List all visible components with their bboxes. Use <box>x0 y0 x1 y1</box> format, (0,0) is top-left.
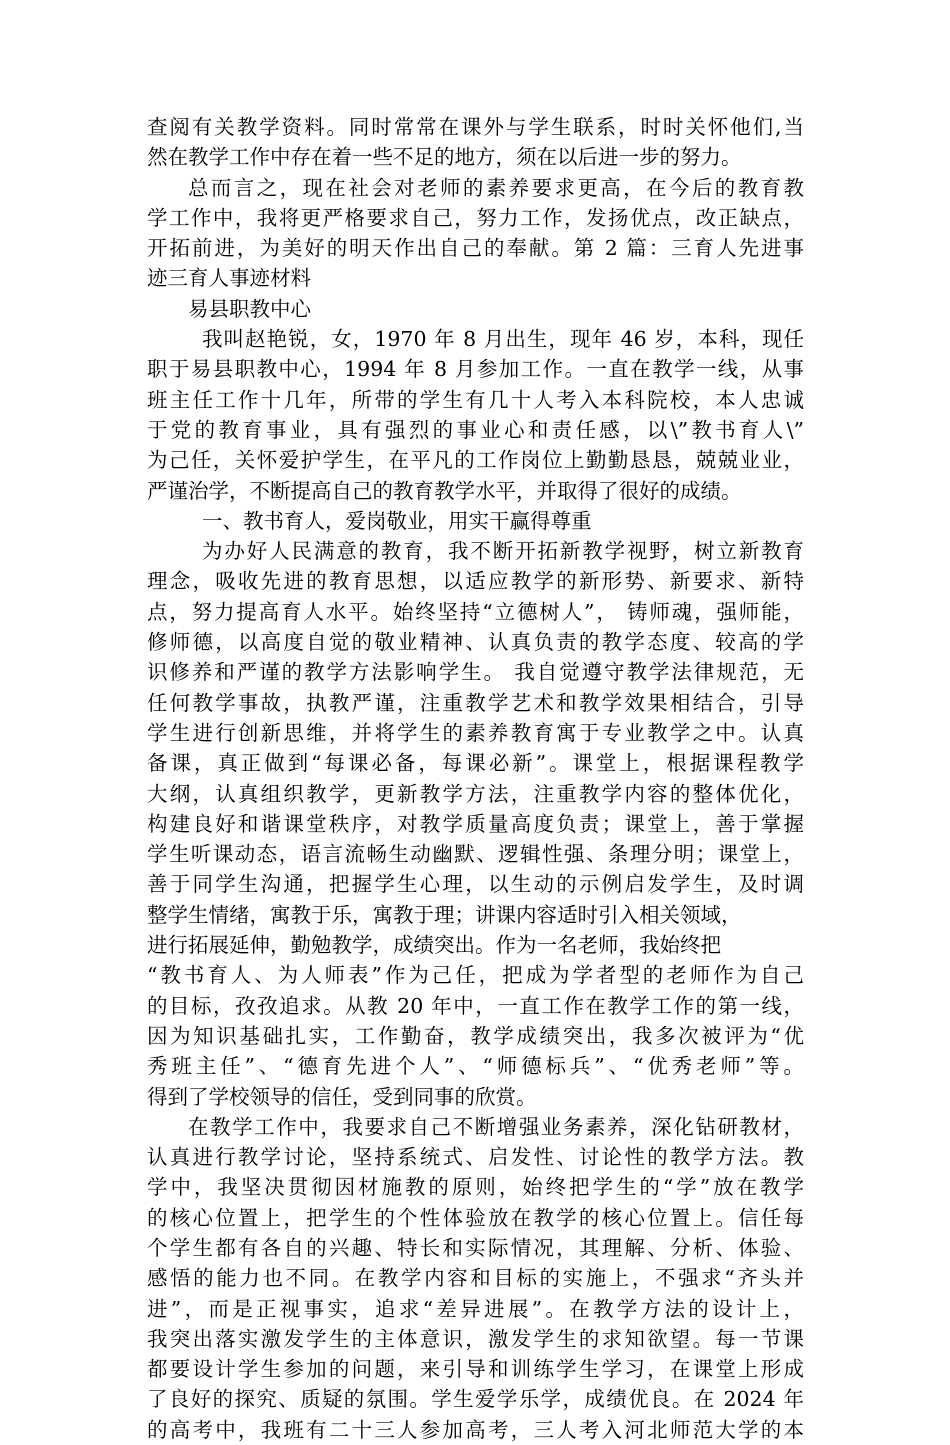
text-line: 修师德，以高度自觉的敬业精神、认真负责的教学态度、较高的学 <box>147 630 804 655</box>
text-line: 开拓前进，为美好的明天作出自己的奉献。第 2 篇：三育人先进事 <box>147 236 804 261</box>
document-page <box>147 112 804 1445</box>
text-line: 备课，真正做到“每课必备，每课必新”。课堂上，根据课程教学 <box>147 751 804 776</box>
text-line: 构建良好和谐课堂秩序，对教学质量高度负责；课堂上，善于掌握 <box>147 811 804 836</box>
text-line: 易县职教中心 <box>188 296 311 321</box>
text-line: 学工作中，我将更严格要求自己，努力工作，发扬优点，改正缺点， <box>147 205 804 230</box>
text-line: 得到了学校领导的信任，受到同事的欣赏。 <box>147 1084 537 1109</box>
text-line: 任何教学事故，执教严谨，注重教学艺术和教学效果相结合，引导 <box>147 690 804 715</box>
text-line: 为己任，关怀爱护学生，在平凡的工作岗位上勤勤恳恳，兢兢业业， <box>147 448 804 473</box>
text-line: 认真进行教学讨论，坚持系统式、启发性、讨论性的教学方法。教 <box>147 1145 804 1170</box>
text-line: 总而言之，现在社会对老师的素养要求更高，在今后的教育教 <box>188 175 804 200</box>
text-line: 都要设计学生参加的问题，来引导和训练学生学习，在课堂上形成 <box>147 1357 804 1382</box>
text-line: 班主任工作十几年，所带的学生有几十人考入本科院校，本人忠诚 <box>147 387 804 412</box>
text-line: 然在教学工作中存在着一些不足的地方，须在以后进一步的努力。 <box>147 145 742 170</box>
text-line: 进行拓展延伸，勤勉教学，成绩突出。作为一名老师，我始终把 <box>147 933 721 958</box>
text-line: “教书育人、为人师表”作为己任，把成为学者型的老师作为自己 <box>147 963 804 988</box>
text-line: 的目标，孜孜追求。从教 20 年中，一直工作在教学工作的第一线， <box>147 993 804 1018</box>
text-line: 进”，而是正视事实，追求“差异进展”。在教学方法的设计上， <box>147 1296 804 1321</box>
text-line: 的核心位置上，把学生的个性体验放在教学的核心位置上。信任每 <box>147 1205 804 1230</box>
text-line: 因为知识基础扎实，工作勤奋，教学成绩突出，我多次被评为“优 <box>147 1023 804 1048</box>
text-line: 于党的教育事业，具有强烈的事业心和责任感，以\”教书育人\” <box>147 417 804 442</box>
text-line: 学生听课动态，语言流畅生动幽默、逻辑性强、条理分明；课堂上， <box>147 842 804 867</box>
text-line: 了良好的探究、质疑的氛围。学生爱学乐学，成绩优良。在 2024 年 <box>147 1387 804 1412</box>
text-line: 迹三育人事迹材料 <box>147 266 311 291</box>
text-line: 职于易县职教中心，1994 年 8 月参加工作。一直在教学一线，从事 <box>147 357 804 382</box>
text-line: 为办好人民满意的教育，我不断开拓新教学视野，树立新教育 <box>202 539 804 564</box>
text-line: 个学生都有各自的兴趣、特长和实际情况，其理解、分析、体验、 <box>147 1235 804 1260</box>
text-line: 的高考中，我班有二十三人参加高考，三人考入河北师范大学的本 <box>147 1417 804 1442</box>
text-line: 秀班主任”、“德育先进个人”、“师德标兵”、“优秀老师”等。 <box>147 1054 804 1079</box>
text-line: 点，努力提高育人水平。始终坚持“立德树人”， 铸师魂，强师能， <box>147 599 804 624</box>
text-line: 严谨治学，不断提高自己的教育教学水平，并取得了很好的成绩。 <box>147 478 742 503</box>
text-line: 在教学工作中，我要求自己不断增强业务素养，深化钻研教材， <box>188 1114 804 1139</box>
text-line: 一、教书育人，爱岗敬业，用实干赢得尊重 <box>202 508 592 533</box>
text-line: 学生进行创新思维，并将学生的素养教育寓于专业教学之中。认真 <box>147 720 804 745</box>
text-line: 整学生情绪，寓教于乐，寓教于理；讲课内容适时引入相关领域， <box>147 902 742 927</box>
text-line: 我叫赵艳锐，女，1970 年 8 月出生，现年 46 岁，本科，现任 <box>202 327 804 352</box>
text-line: 大纲，认真组织教学，更新教学方法，注重教学内容的整体优化， <box>147 781 804 806</box>
text-line: 查阅有关教学资料。同时常常在课外与学生联系，时时关怀他们,当 <box>147 115 804 139</box>
text-line: 我突出落实激发学生的主体意识，激发学生的求知欲望。每一节课 <box>147 1326 804 1351</box>
text-line: 感悟的能力也不同。在教学内容和目标的实施上，不强求“齐头并 <box>147 1266 804 1291</box>
text-line: 善于同学生沟通，把握学生心理，以生动的示例启发学生，及时调 <box>147 872 804 897</box>
text-line: 学中，我坚决贯彻因材施教的原则，始终把学生的“学”放在教学 <box>147 1175 804 1200</box>
text-line: 理念，吸收先进的教育思想，以适应教学的新形势、新要求、新特 <box>147 569 804 594</box>
text-line: 识修养和严谨的教学方法影响学生。 我自觉遵守教学法律规范，无 <box>147 660 804 685</box>
